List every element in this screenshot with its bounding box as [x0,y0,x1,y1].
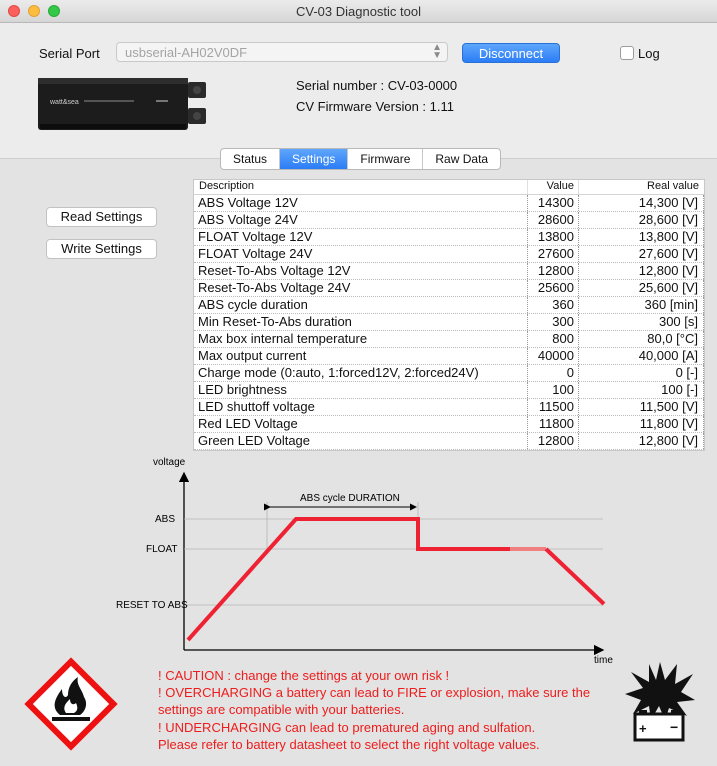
cell-real-value: 0 [-] [578,365,704,381]
tab-firmware[interactable]: Firmware [348,149,423,169]
cell-description: FLOAT Voltage 24V [198,246,313,261]
table-row[interactable] [194,348,704,365]
tab-bar [220,148,501,170]
cell-value[interactable]: 27600 [527,246,578,262]
caution-line-1: ! CAUTION : change the settings at your own risk ! [158,668,450,683]
table-row[interactable] [194,416,704,433]
table-row[interactable] [194,246,704,263]
cell-description: Reset-To-Abs Voltage 12V [198,263,351,278]
cell-value[interactable]: 0 [527,365,578,381]
cell-real-value: 12,800 [V] [578,263,704,279]
settings-table [193,179,705,451]
cell-real-value: 12,800 [V] [578,433,704,449]
table-row[interactable] [194,314,704,331]
cell-value[interactable]: 14300 [527,195,578,211]
caution-line-3: ! UNDERCHARGING can lead to prematured aging and sulfation. [158,719,536,735]
float-label: FLOAT [146,544,178,555]
cell-value[interactable]: 40000 [527,348,578,364]
serial-port-select[interactable] [116,42,448,62]
serial-number-text: Serial number : CV-03-0000 [296,78,458,93]
cell-description: LED shuttoff voltage [198,399,315,414]
serial-port-label: Serial Port [39,46,100,61]
caution-text [158,667,608,753]
cell-real-value: 300 [s] [578,314,704,330]
cell-description: LED brightness [198,382,287,397]
cell-real-value: 100 [-] [578,382,704,398]
flammable-hazard-icon [22,655,120,753]
cell-real-value: 40,000 [A] [578,348,704,364]
device-brand: watt&sea [50,99,79,106]
disconnect-button[interactable]: Disconnect [462,43,560,63]
cell-real-value: 27,600 [V] [578,246,704,262]
cell-description: ABS cycle duration [198,297,308,312]
cell-real-value: 11,500 [V] [578,399,704,415]
table-row[interactable] [194,297,704,314]
cell-description: Max box internal temperature [198,331,368,346]
table-row[interactable] [194,399,704,416]
write-settings-button[interactable]: Write Settings [46,239,157,259]
header-value[interactable]: Value [527,180,578,194]
cell-description: Reset-To-Abs Voltage 24V [198,280,351,295]
svg-text:−: − [670,719,679,735]
chevron-updown-icon: ▲ ▼ [432,42,442,61]
abs-label: ABS [155,514,176,525]
table-row[interactable] [194,331,704,348]
serial-port-value: usbserial-AH02V0DF [125,45,248,60]
x-axis-label: time [594,655,613,666]
cell-description: Red LED Voltage [198,416,298,431]
battery-explosion-icon [625,660,695,742]
table-header [194,180,704,195]
table-row[interactable] [194,263,704,280]
header-real-value[interactable]: Real value [578,180,704,194]
cell-description: ABS Voltage 12V [198,195,298,210]
caution-line-4: Please refer to battery datasheet to select the right voltage values. [158,736,540,752]
svg-text:+: + [639,721,647,736]
read-settings-button[interactable]: Read Settings [46,207,157,227]
cell-value[interactable]: 11800 [527,416,578,432]
cell-real-value: 11,800 [V] [578,416,704,432]
cell-value[interactable]: 11500 [527,399,578,415]
cell-value[interactable]: 300 [527,314,578,330]
table-row[interactable] [194,382,704,399]
table-row-empty [194,450,704,451]
cell-value[interactable]: 100 [527,382,578,398]
cell-real-value: 28,600 [V] [578,212,704,228]
cell-value[interactable]: 800 [527,331,578,347]
cell-description: Charge mode (0:auto, 1:forced12V, 2:forced24V) [198,365,479,380]
tab-status[interactable]: Status [221,149,280,169]
cell-value[interactable]: 360 [527,297,578,313]
tab-settings[interactable]: Settings [280,149,348,169]
cell-description: Min Reset-To-Abs duration [198,314,352,329]
firmware-version-text: CV Firmware Version : 1.11 [296,99,454,114]
tab-raw-data[interactable]: Raw Data [435,152,489,166]
cell-real-value: 80,0 [°C] [578,331,704,347]
device-image [38,70,208,140]
cell-value[interactable]: 12800 [527,263,578,279]
cell-description: Max output current [198,348,307,363]
cell-real-value: 25,600 [V] [578,280,704,296]
y-axis-label: voltage [153,457,186,468]
cell-real-value: 14,300 [V] [578,195,704,211]
table-row[interactable] [194,280,704,297]
table-row[interactable] [194,195,704,212]
cell-description: FLOAT Voltage 12V [198,229,313,244]
window-title: CV-03 Diagnostic tool [295,4,421,19]
log-label: Log [638,46,660,61]
cell-real-value: 13,800 [V] [578,229,704,245]
caution-line-2: ! OVERCHARGING a battery can lead to FIRE or explosion, make sure the settings are compatible with your batteries. [158,685,591,718]
cell-value[interactable]: 25600 [527,280,578,296]
cell-description: ABS Voltage 24V [198,212,298,227]
duration-label: ABS cycle DURATION [300,493,400,504]
cell-real-value: 360 [min] [578,297,704,313]
cell-value[interactable]: 12800 [527,433,578,449]
reset-label: RESET TO ABS [116,600,188,611]
title-bar [0,0,717,23]
table-row[interactable] [194,212,704,229]
cell-description: Green LED Voltage [198,433,311,448]
header-description[interactable]: Description [199,180,255,192]
table-body [194,195,704,451]
log-checkbox[interactable] [620,46,634,60]
cell-value[interactable]: 28600 [527,212,578,228]
table-row[interactable] [194,365,704,382]
cell-value[interactable]: 13800 [527,229,578,245]
table-row[interactable] [194,229,704,246]
table-row[interactable] [194,433,704,450]
